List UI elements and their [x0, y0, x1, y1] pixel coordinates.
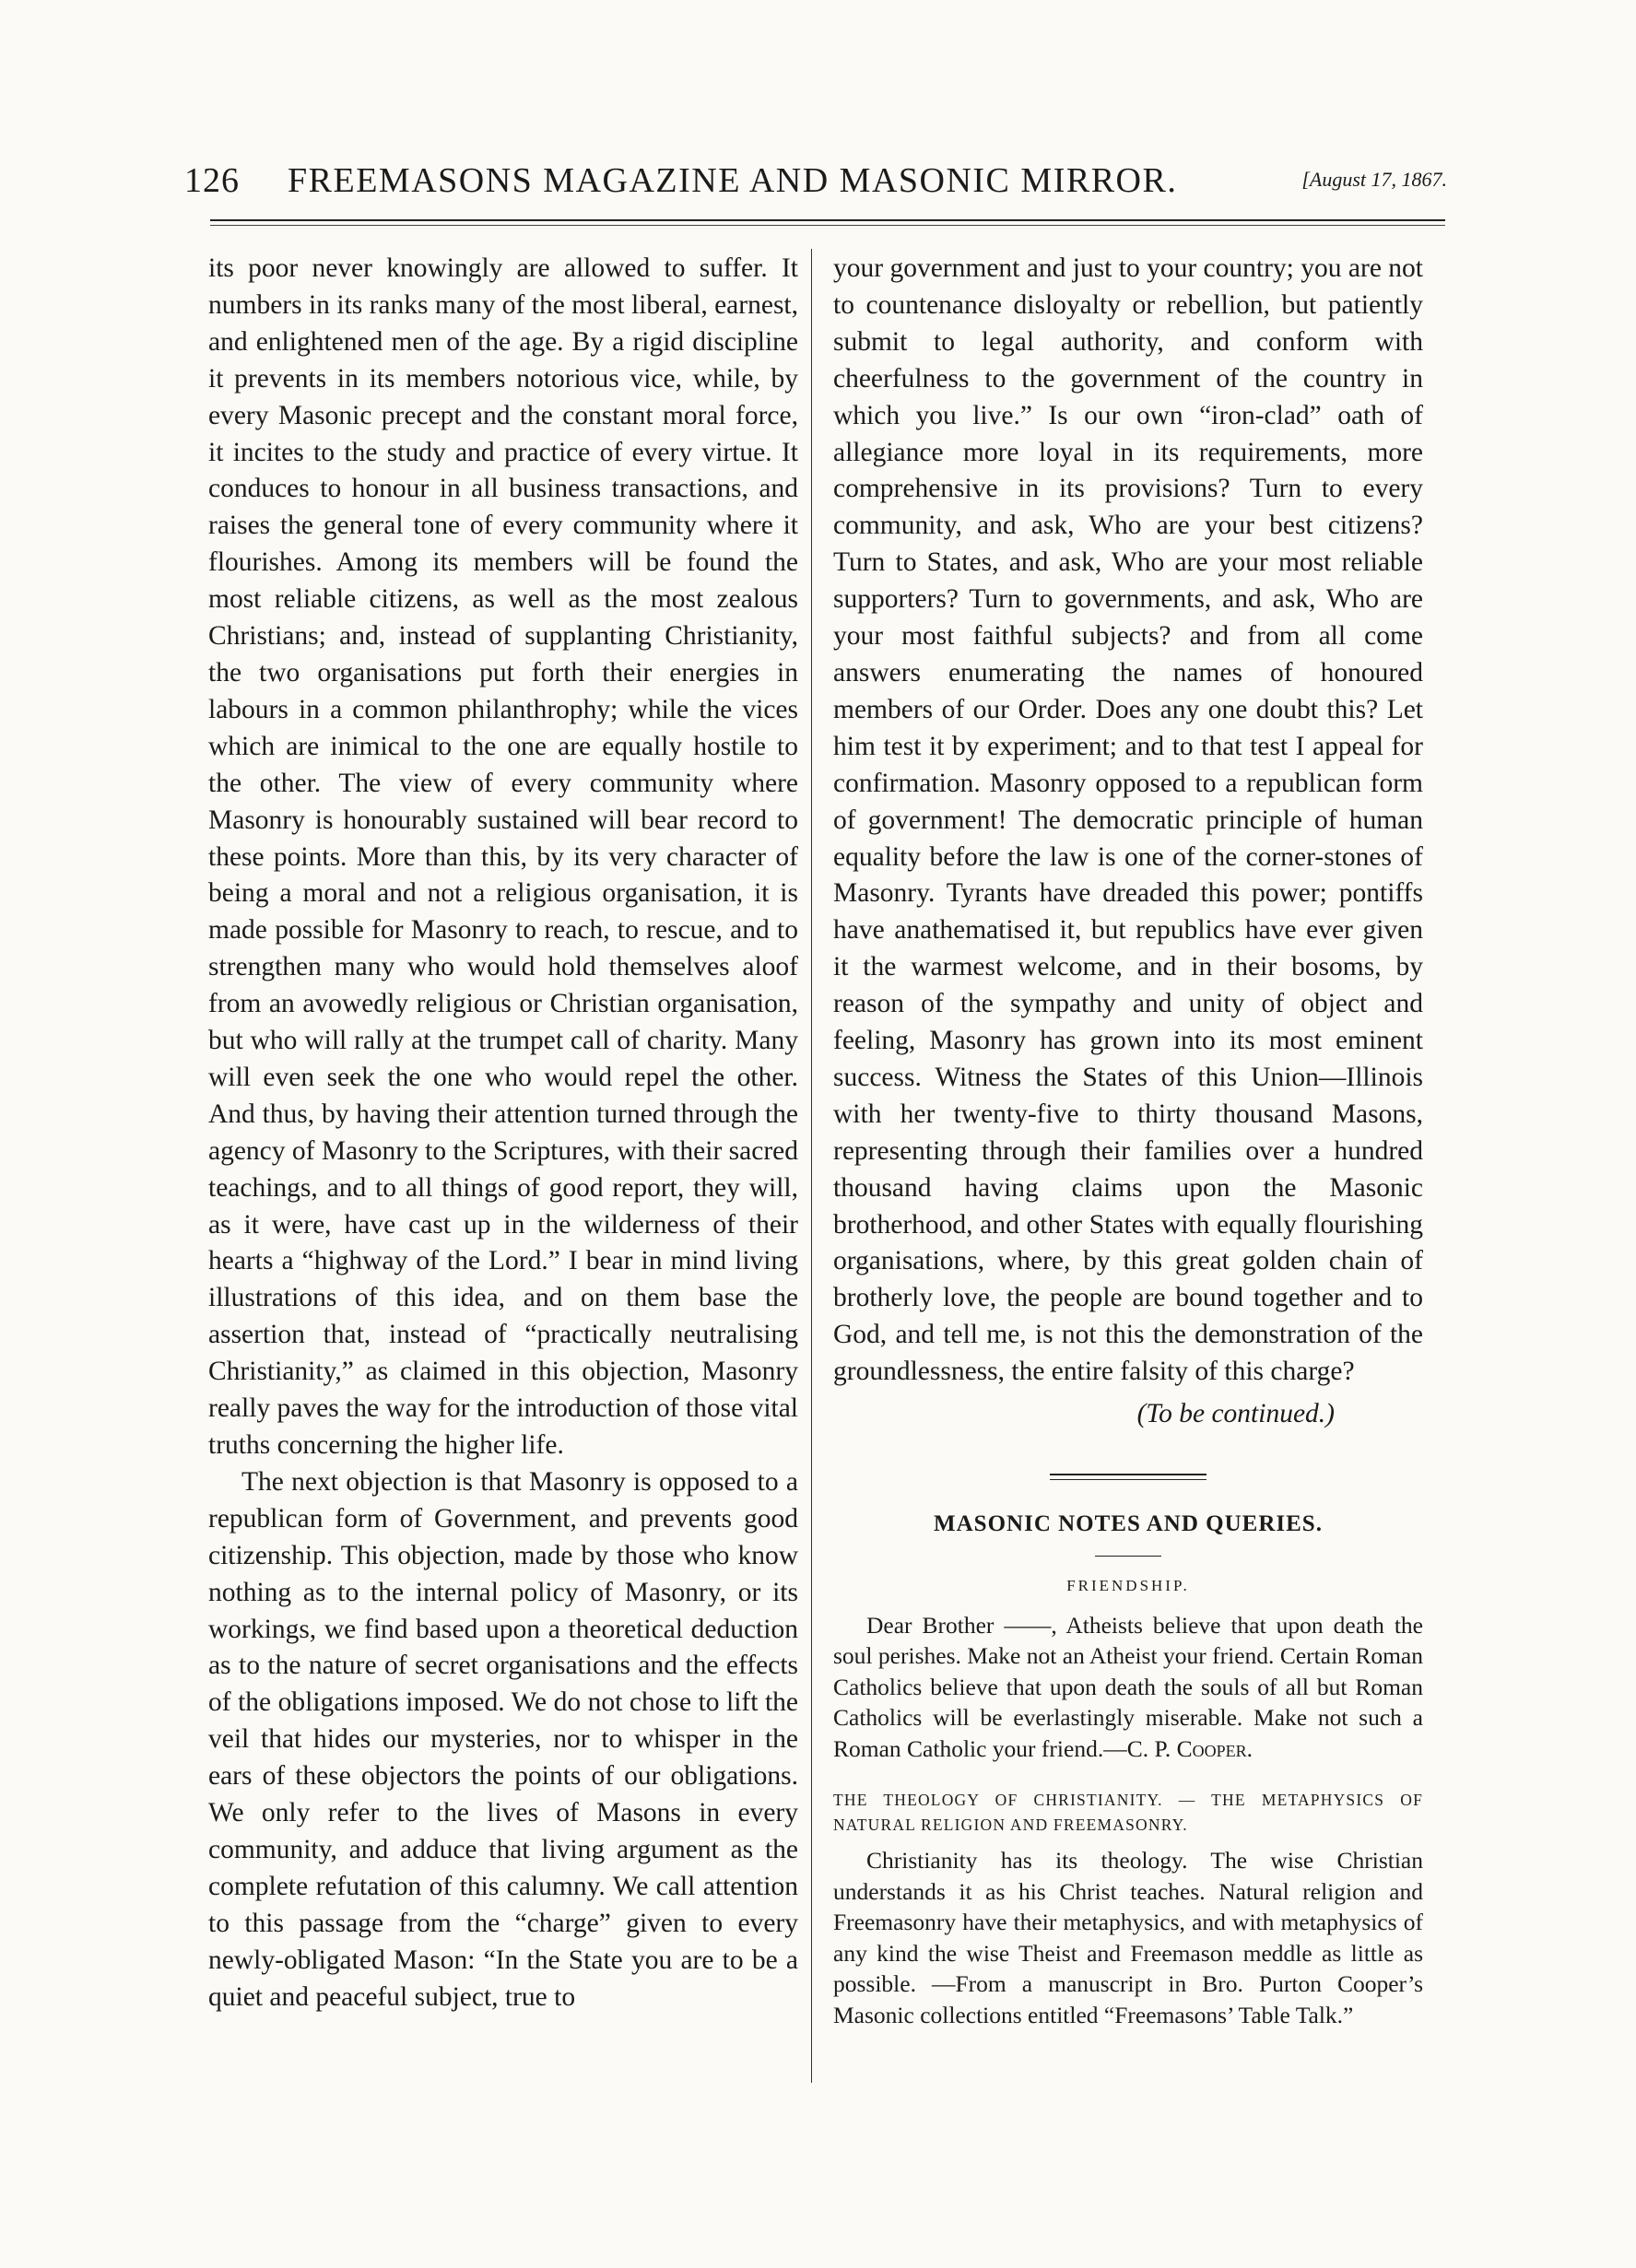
running-title: FREEMASONS MAGAZINE AND MASONIC MIRROR. [288, 161, 1178, 200]
theology-text: Christianity has its theology. The wise Christian understands it as his Christ teaches. Natural religion and Freemasonry have their metaphysics, and with metaphysics of any kind the wise Theist and Freemason meddle as little as possible. —From a manuscript in Bro. Purton Cooper’s Masonic collections entitled “Freemasons’ Table Talk.” [833, 1847, 1423, 2028]
page-number: 126 [184, 161, 240, 200]
friendship-heading: FRIENDSHIP. [1066, 1576, 1190, 1594]
page-header [184, 155, 1447, 210]
friendship-signature: C. P. Cooper. [1126, 1734, 1253, 1762]
issue-date: [August 17, 1867. [1301, 168, 1447, 191]
right-paragraph-1: your government and just to your country; you are not to countenance disloyalty or rebellion, but patiently submit to legal authority, and conform with cheerfulness to the government of the country in which you live.” Is our own “iron-clad” oath of allegiance more loyal in its requirements, more comprehensive in its provisions? Turn to every community, and ask, Who are your best citizens? Turn to States, and ask, Who are your most reliable supporters? Turn to governments, and ask, Who are your most faithful subjects? and from all come answers enumerating the names of honoured members of our Order. Does any one doubt this? Let him test it by experiment; and to that test I appeal for confirmation. Masonry opposed to a republican form of government! The democratic principle of human equality before the law is one of the corner-stones of Masonry. Tyrants have dreaded this power; pontiffs have anathematised it, but republics have ever given it the warmest welcome, and in their bosoms, by reason of the sympathy and unity of object and feeling, Masonry has grown into its most eminent success. Witness the States of this Union—Illinois with her twenty-five to thirty thousand Masons, representing through their families over a hundred thousand having claims upon the Masonic brotherhood, and other States with equally flourishing organisations, where, by this great golden chain of brotherly love, the people are bound together and to God, and tell me, is not this the demonstration of the groundlessness, the entire falsity of this charge? [833, 253, 1423, 1387]
left-paragraph-2: The next objection is that Masonry is opposed to a republican form of Government, and prevents good citizenship. This objection, made by those who know nothing as to the internal policy of Masonry, or its workings, we find based upon a theoretical deduction as to the nature of secret organisations and the effects of the obligations imposed. We do not chose to lift the veil that hides our mysteries, nor to whisper in the ears of these objectors the points of our obligations. We only refer to the lives of Masons in every community, and adduce that living argument as the complete refutation of this calumny. We call attention to this passage from the “charge” given to every newly-obligated Mason: “In the State you are to be a quiet and peaceful subject, true to [208, 1466, 798, 2012]
header-rule [210, 219, 1445, 221]
left-column [208, 251, 798, 2016]
friendship-text [833, 1610, 1423, 1765]
left-paragraph-1: its poor never knowingly are allowed to suffer. It numbers in its ranks many of the most liberal, earnest, and enlightened men of the age. By a rigid discipline it prevents in its members notorious vice, while, by every Masonic precept and the constant moral force, it incites to the study and practice of every virtue. It conduces to honour in all business transactions, and raises the general tone of every community where it flourishes. Among its members will be found the most reliable citizens, as well as the most zealous Christians; and, instead of supplanting Christianity, the two organisations put forth their energies in labours in a common philanthrophy; while the vices which are inimical to the one are equally hostile to the other. The view of every community where Masonry is honourably sustained will bear record to these points. More than this, by its very character of being a moral and not a religious organisation, it is made possible for Masonry to reach, to rescue, and to strengthen many who would hold themselves aloof from an avowedly religious or Christian organisation, but who will rally at the trumpet call of charity. Many will even seek the one who would repel the other. And thus, by having their attention turned through the agency of Masonry to the Scriptures, with their sacred teachings, and to all things of good report, they will, as it were, have cast up in the wilderness of their hearts a “highway of the Lord.” I bear in mind living illustrations of this idea, and on them base the assertion that, instead of “practically neutralising Christianity,” as claimed in this objection, Masonry really paves the way for the introduction of those vital truths concerning the higher life. [208, 253, 798, 1460]
section-separator-rule [1050, 1474, 1206, 1480]
friendship-body: Dear Brother ——, Atheists believe that upon death the soul perishes. Make not an Atheist your friend. Certain Roman Catholics believe that upon death the souls of all but Roman Catholics will be everlastingly miserable. Make not such a Roman Catholic your friend.— [833, 1611, 1423, 1762]
to-be-continued: (To be continued.) [1136, 1399, 1335, 1429]
header-rule-thin [210, 225, 1445, 226]
short-rule [1095, 1556, 1161, 1557]
section-title: MASONIC NOTES AND QUERIES. [934, 1511, 1323, 1536]
column-divider [811, 249, 812, 2083]
theology-heading: THE THEOLOGY OF CHRISTIANITY. — THE METAPHYSICS OF NATURAL RELIGION AND FREEMASONRY. [833, 1791, 1423, 1835]
right-column [833, 251, 1423, 2030]
